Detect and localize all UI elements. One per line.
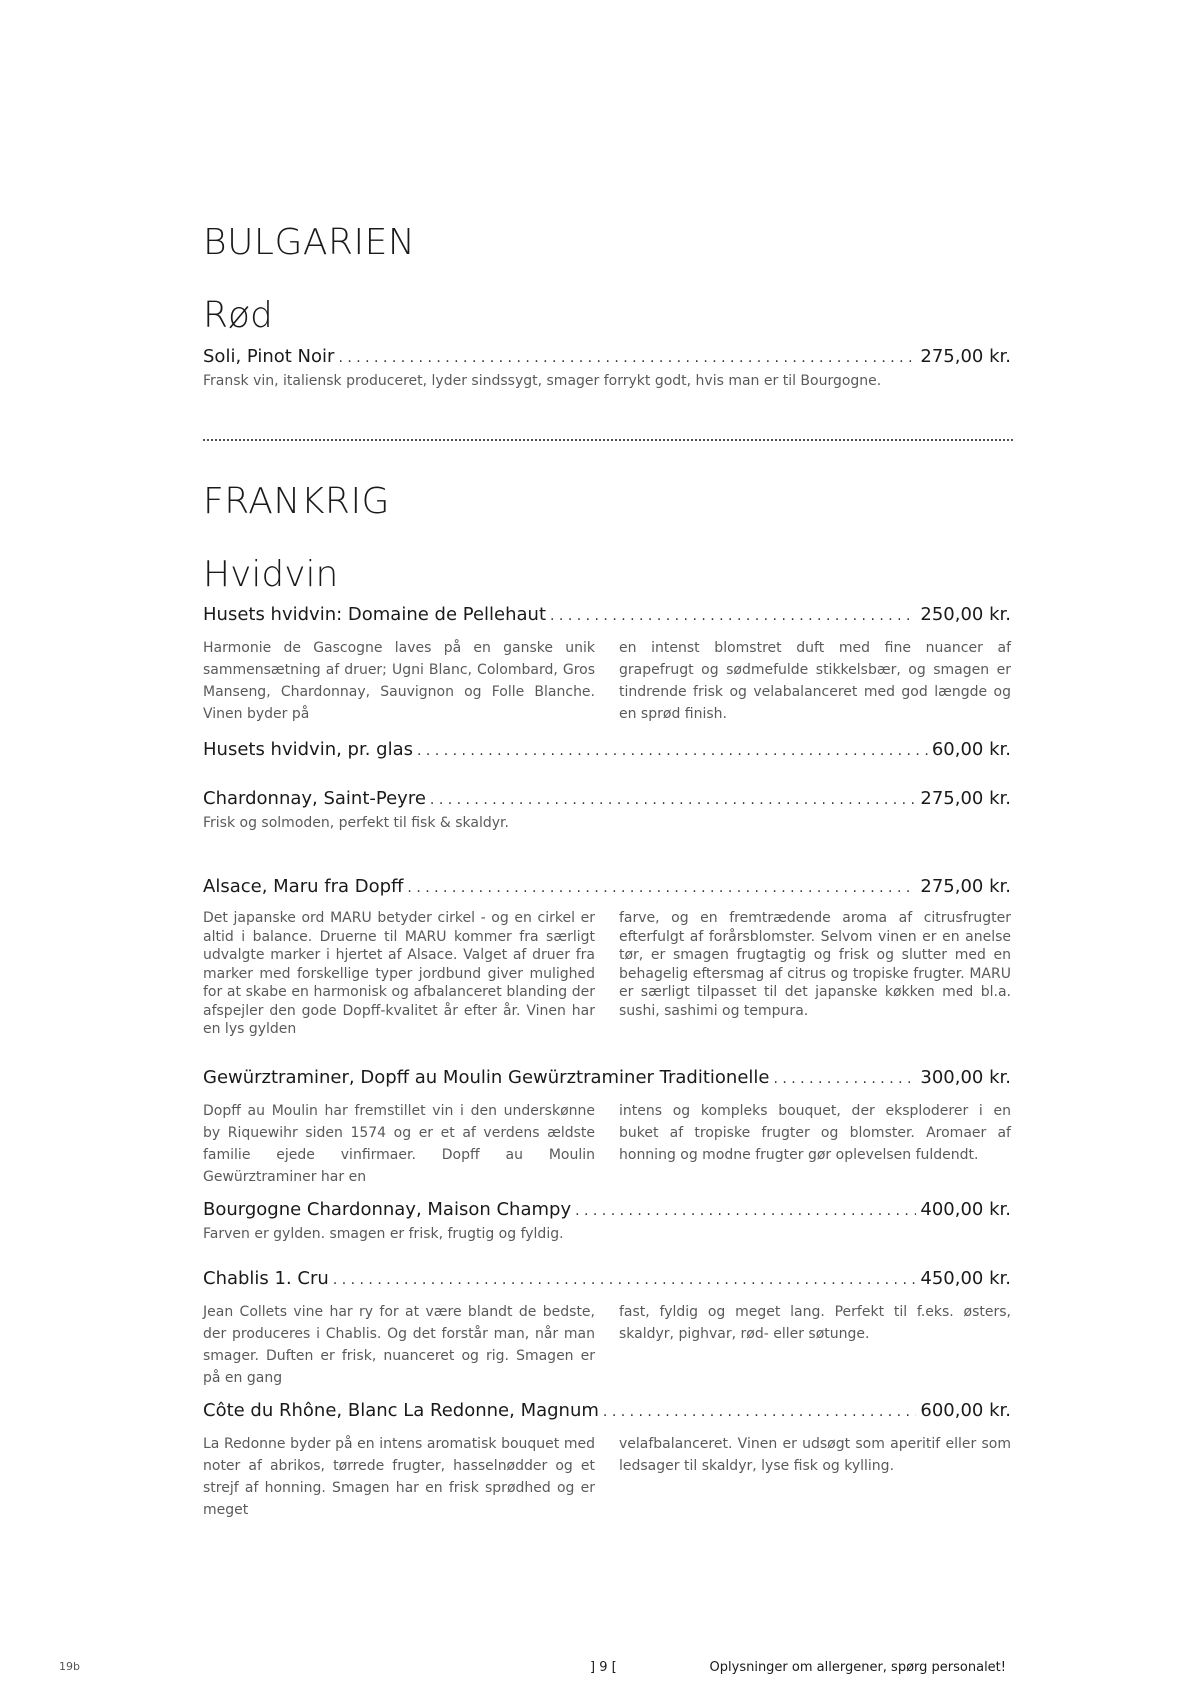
wine-name: Husets hvidvin: Domaine de Pellehaut [203,604,547,625]
wine-description-col-2: fast, fyldig og meget lang. Perfekt til f.eks. østers, skaldyr, pighvar, rød- eller søtunge. [619,1304,1011,1342]
wine-name: Alsace, Maru fra Dopff [203,876,404,897]
wine-item [203,1199,1011,1245]
wine-name: Husets hvidvin, pr. glas [203,739,413,760]
wine-description-col-2: en intenst blomstret duft med fine nuancer af grapefrugt og sødmefulde stikkelsbær, og smagen er tindrende frisk og velabalanceret med god længde og en sprød finish. [619,640,1011,722]
wine-item [203,604,1011,725]
wine-price: 250,00 kr. [920,604,1011,625]
wine-item [203,1268,1011,1389]
wine-price: 300,00 kr. [920,1067,1011,1088]
wine-description-col-2: intens og kompleks bouquet, der eksploderer i en buket af tropiske frugter og blomster. Aromaer af honning og modne frugter gør oplevelsen fuldendt. [619,1103,1011,1163]
dot-leader [407,880,916,896]
wine-item [203,739,1011,760]
dot-leader [430,792,916,808]
footer-code: 19b [59,1660,80,1673]
allergen-note: Oplysninger om allergener, spørg personalet! [709,1660,1006,1675]
wine-description-col-2: velafbalanceret. Vinen er udsøgt som aperitif eller som ledsager til skaldyr, lyse fisk og kylling. [619,1436,1011,1474]
dot-leader [550,608,916,624]
wine-price: 400,00 kr. [920,1199,1011,1220]
wine-description: Fransk vin, italiensk produceret, lyder sindssygt, smager forrykt godt, hvis man er til Bourgogne. [203,373,882,389]
section-heading-red: Rød [203,295,273,336]
dot-leader [417,743,928,759]
wine-name: Gewürztraminer, Dopff au Moulin Gewürztraminer Traditionelle [203,1067,770,1088]
wine-item [203,788,1011,834]
wine-price: 60,00 kr. [931,739,1011,760]
wine-item [203,1067,1011,1188]
wine-description-col-1: La Redonne byder på en intens aromatisk bouquet med noter af abrikos, tørrede frugter, hasselnødder og et strejf af honning. Smagen har en frisk sprødhed og er meget [203,1436,595,1518]
wine-name: Bourgogne Chardonnay, Maison Champy [203,1199,572,1220]
dot-leader [603,1404,916,1420]
wine-item [203,1400,1011,1521]
dot-leader [575,1203,916,1219]
wine-name: Chablis 1. Cru [203,1268,329,1289]
wine-item [203,876,1011,1039]
dot-leader [338,350,916,366]
wine-price: 275,00 kr. [920,876,1011,897]
country-heading-france: FRANKRIG [203,481,390,522]
wine-price: 600,00 kr. [920,1400,1011,1421]
country-heading-bulgaria: BULGARIEN [203,222,416,263]
wine-price: 450,00 kr. [920,1268,1011,1289]
wine-description: Farven er gylden. smagen er frisk, frugtig og fyldig. [203,1226,564,1242]
wine-price: 275,00 kr. [920,788,1011,809]
wine-description-col-1: Jean Collets vine har ry for at være blandt de bedste, der produceres i Chablis. Og det forstår man, når man smager. Duften er frisk, nuanceret og rig. Smagen er på en gang [203,1304,595,1386]
wine-name: Soli, Pinot Noir [203,346,335,367]
wine-description-col-1: Dopff au Moulin har fremstillet vin i den underskønne by Riquewihr siden 1574 og er et af verdens ældste familie ejede vinfirmaer. Dopff au Moulin Gewürztraminer har en [203,1103,595,1185]
wine-name: Côte du Rhône, Blanc La Redonne, Magnum [203,1400,599,1421]
wine-item [203,346,1011,392]
section-divider [203,439,1013,441]
dot-leader [333,1272,917,1288]
wine-description-col-1: Det japanske ord MARU betyder cirkel - og en cirkel er altid i balance. Druerne til MARU kommer fra særligt udvalgte marker i hjertet af Alsace. Valget af druer fra marker med forskellige typer jordbund giver mulighed for at skabe en harmonisk og afbalanceret blanding der afspejler den gode Dopff-kvalitet år efter år. Vinen har en lys gylden [203,910,595,1037]
wine-description-col-2: farve, og en fremtrædende aroma af citrusfrugter efterfulgt af forårsblomster. Selvom vinen er en anelse tør, er smagen frugtagtig og frisk og slutter med en behagelig eftersmag af citrus og tropiske frugter. MARU er særligt tilpasset til det japanske køkken med bl.a. sushi, sashimi og tempura. [619,910,1011,1019]
page-number: ] 9 [ [590,1660,617,1675]
dot-leader [773,1071,916,1087]
section-heading-white: Hvidvin [203,554,339,595]
wine-description-col-1: Harmonie de Gascogne laves på en ganske unik sammensætning af druer; Ugni Blanc, Colombard, Gros Manseng, Chardonnay, Sauvignon og Folle Blanche. Vinen byder på [203,640,595,722]
wine-name: Chardonnay, Saint-Peyre [203,788,426,809]
wine-price: 275,00 kr. [920,346,1011,367]
wine-description: Frisk og solmoden, perfekt til fisk & skaldyr. [203,815,509,831]
